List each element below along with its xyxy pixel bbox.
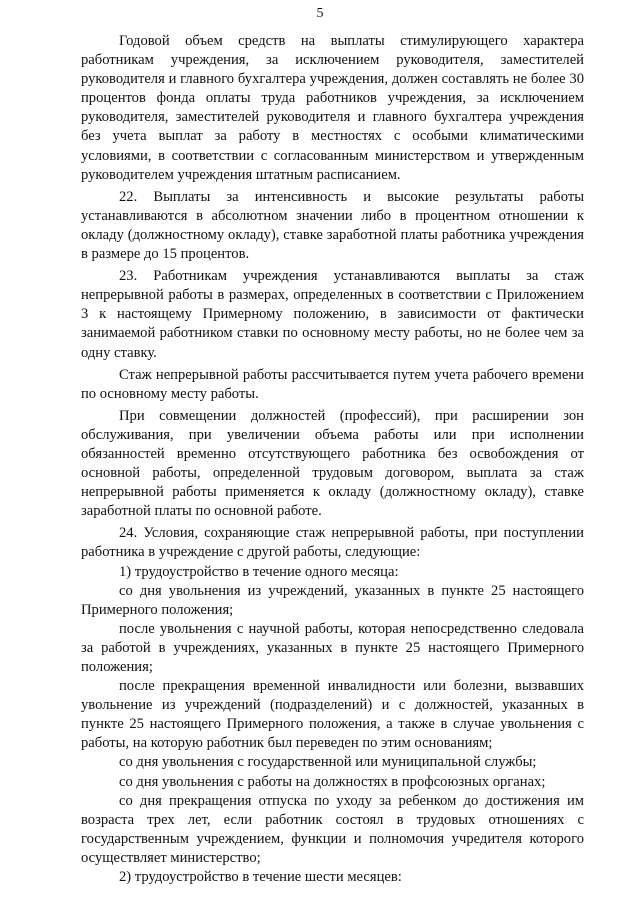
document-body [81,32,584,887]
paragraph-bonus-fund: Годовой объем средств на выплаты стимулирующего характера работникам учреждения, за исключением руководителя, заместителей руководителя и главного бухгалтера учреждения, должен составлять не более 30 процентов фонда оплаты труда работников учреждения, за исключением руководителя, заместителей руководителя и главного бухгалтера учреждения без учета выплат за работу в местностях с особыми климатическими условиями, в соответствии с согласованным министерством и утвержденным руководителем учреждения штатным расписанием. [81,33,584,183]
paragraph-combined-positions: При совмещении должностей (профессий), при расширении зон обслуживания, при увеличении объема работы или при исполнении обязанностей временно отсутствующего работника без освобождения от основной работы, определенной трудовым договором, выплата за стаж непрерывной работы применяется к окладу (должностному окладу), ставке заработной платы по основной работе. [81,407,584,520]
list-item-disability-illness: после прекращения временной инвалидности или болезни, вызвавших увольнение из учреждений (подразделений) и с должностей, указанных в пункте 25 настоящего Примерного положения, а также в случае увольнения с работы, на которую работник был переведен по этим основаниям; [81,678,584,752]
list-item-trade-union: со дня увольнения с работы на должностях в профсоюзных органах; [119,773,546,790]
paragraph-24-continuity-conditions: 24. Условия, сохраняющие стаж непрерывной работы, при поступлении работника в учреждение с другой работы, следующие: [81,525,584,561]
list-item-one-month: 1) трудоустройство в течение одного месяца: [119,563,399,580]
list-item-six-months: 2) трудоустройство в течение шести месяцев: [119,869,402,886]
paragraph-22-intensity-payments: 22. Выплаты за интенсивность и высокие результаты работы устанавливаются в абсолютном значении либо в процентном отношении к окладу (должностному окладу), ставке заработной платы работника учреждения в размере до 15 процентов. [81,188,584,263]
paragraph-seniority-calculation: Стаж непрерывной работы рассчитывается путем учета рабочего времени по основному месту работы. [81,366,584,402]
list-item-civil-service: со дня увольнения с государственной или муниципальной службы; [119,754,537,771]
list-item-dismissal-institutions: со дня увольнения из учреждений, указанных в пункте 25 настоящего Примерного положения; [81,582,584,618]
list-item-scientific-work: после увольнения с научной работы, которая непосредственно следовала за работой в учреждениях, указанных в пункте 25 настоящего Примерного положения; [81,620,584,675]
paragraph-23-seniority-payments: 23. Работникам учреждения устанавливаются выплаты за стаж непрерывной работы в размерах, определенных в соответствии с Приложением 3 к настоящему Примерному положению, в зависимости от фактически занимаемой работником ставки по основному месту работы, но не более чем за одну ставку. [81,268,584,361]
page-number: 5 [316,6,324,21]
list-item-parental-leave: со дня прекращения отпуска по уходу за ребенком до достижения им возраста трех лет, если работник состоял в трудовых отношениях с государственным учреждением, функции и полномочия учредителя которого осуществляет министерство; [81,792,584,866]
